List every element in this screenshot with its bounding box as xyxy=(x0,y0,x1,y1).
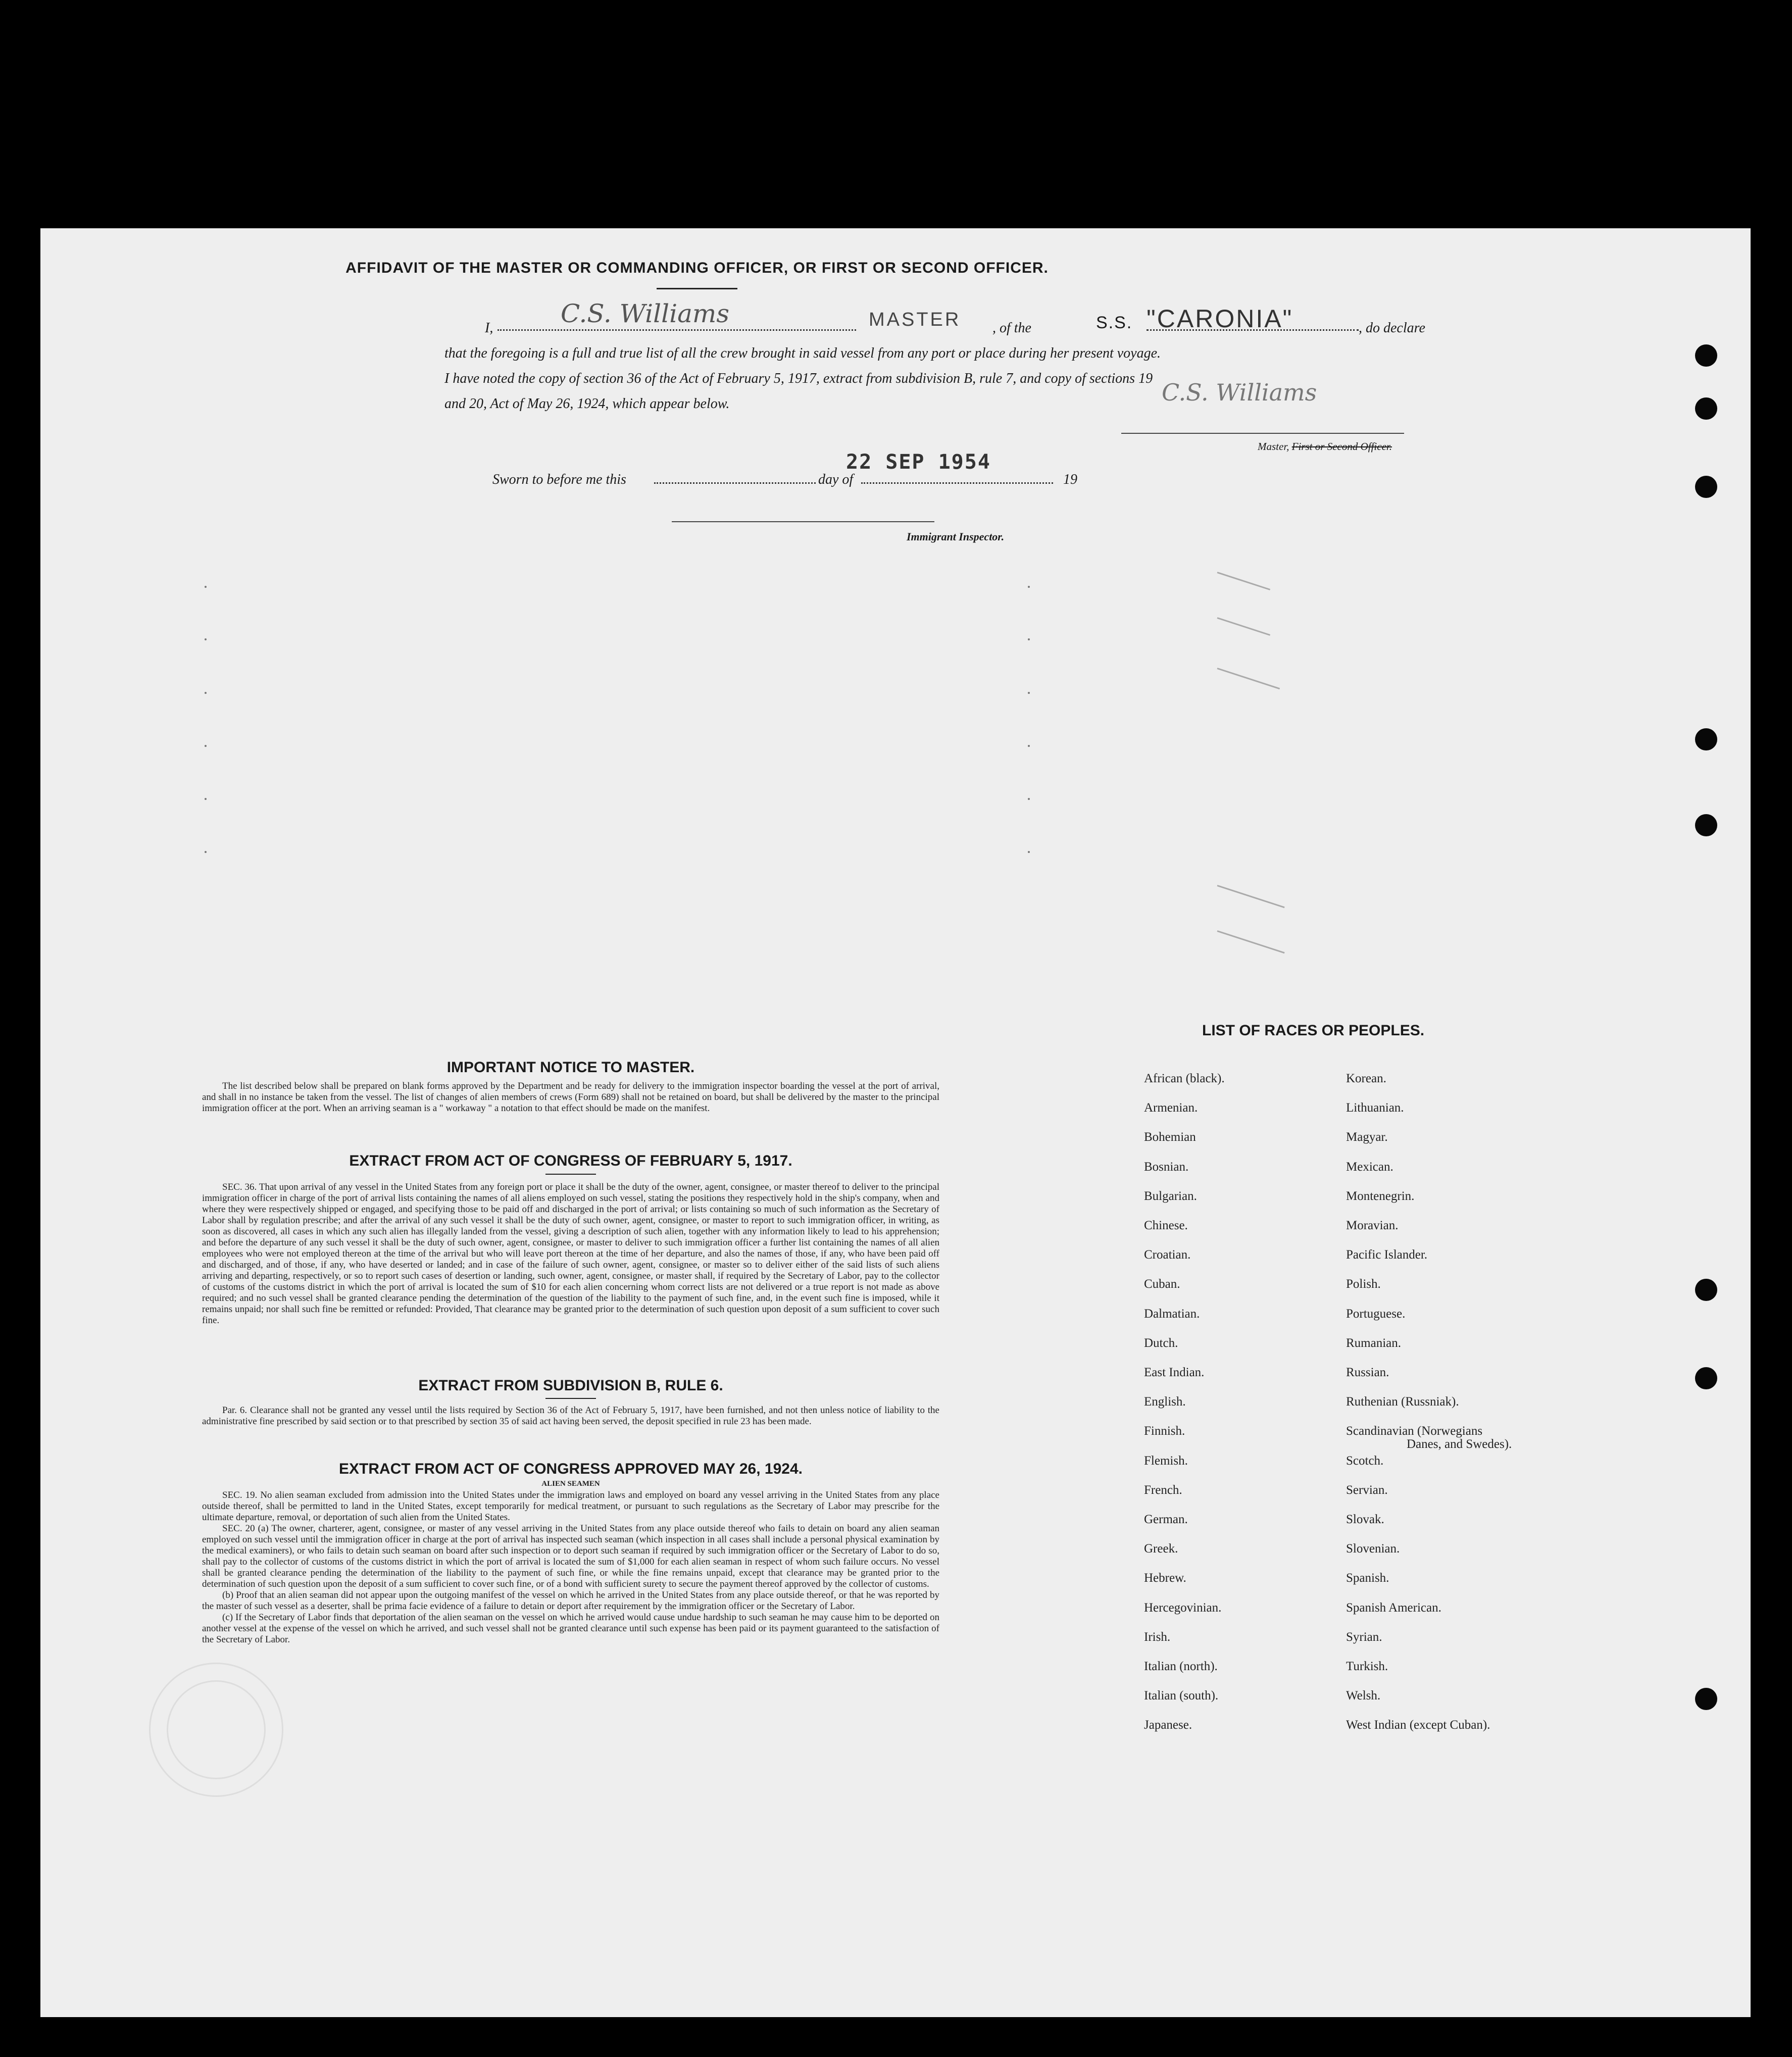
race-item: Cuban. xyxy=(1144,1277,1180,1291)
sworn-day-line xyxy=(654,482,816,484)
race-item: Armenian. xyxy=(1144,1101,1198,1115)
race-item: Croatian. xyxy=(1144,1248,1191,1262)
sec-20b-text: (b) Proof that an alien seaman did not appear upon the outgoing manifest of the vessel on which he arrived in the United States from any place outside thereof, or that he was reported by the master of such vessel as a deserter, shall be prima facie evidence of a failure to detain or deport after requirement by the immigration officer or the Secretary of Labor. xyxy=(202,1590,939,1612)
race-item: French. xyxy=(1144,1483,1182,1497)
extract-1917-body xyxy=(202,1182,939,1326)
race-item: East Indian. xyxy=(1144,1366,1205,1379)
signature-caption xyxy=(1258,440,1392,453)
faint-mark xyxy=(1028,798,1030,800)
sec-20c-text: (c) If the Secretary of Labor finds that deportation of the alien seaman on the vessel on which he arrived would cause undue hardship to such seaman he may cause him to be deported on another vessel at the expense of the vessel on which he arrived, and such vessel shall not be granted clearance until such expense has been paid or its payment guaranteed to the satisfaction of the Secretary of Labor. xyxy=(202,1612,939,1645)
race-item: Rumanian. xyxy=(1346,1336,1402,1350)
faint-stroke xyxy=(1217,617,1271,636)
race-item: African (black). xyxy=(1144,1072,1225,1085)
rank: MASTER xyxy=(869,309,961,330)
punch-hole xyxy=(1695,814,1717,836)
race-item: Slovak. xyxy=(1346,1513,1384,1526)
punch-hole xyxy=(1695,728,1717,750)
race-item: Hebrew. xyxy=(1144,1571,1186,1585)
par-6-text: Par. 6. Clearance shall not be granted any vessel until the lists required by Section 36 of the Act of February 5, 1917, have been furnished, and not then unless notice of liability to the administrative fine prescribed by said section or to that prescribed by section 35 of said act having been served, the deposit specified in rule 23 has been made. xyxy=(202,1405,939,1427)
year-prefix: 19 xyxy=(1063,472,1077,487)
affidavit-line-2: I have noted the copy of section 36 of the Act of February 5, 1917, extract from subdivision B, rule 7, and copy of sections 19 xyxy=(444,371,1153,386)
alien-seamen-subtitle: ALIEN SEAMEN xyxy=(541,1480,600,1488)
race-item: Russian. xyxy=(1346,1366,1389,1379)
faint-mark xyxy=(1028,692,1030,694)
race-item: Bosnian. xyxy=(1144,1160,1189,1174)
declare-text: , do declare xyxy=(1359,320,1425,336)
race-item: Dalmatian. xyxy=(1144,1307,1200,1321)
race-item: Syrian. xyxy=(1346,1630,1382,1644)
punch-hole xyxy=(1695,344,1717,367)
race-item: Irish. xyxy=(1144,1630,1171,1644)
race-item: Finnish. xyxy=(1144,1424,1185,1438)
race-item: Scandinavian (Norwegians xyxy=(1346,1424,1483,1438)
race-item: German. xyxy=(1144,1513,1188,1526)
race-item: Hercegovinian. xyxy=(1144,1600,1222,1615)
faint-mark xyxy=(205,798,207,800)
divider xyxy=(657,288,737,289)
notice-body xyxy=(202,1081,939,1114)
faint-mark xyxy=(205,586,207,588)
race-item: West Indian (except Cuban). xyxy=(1346,1718,1490,1732)
race-item: Japanese. xyxy=(1144,1718,1192,1732)
faint-stroke xyxy=(1217,885,1285,908)
sworn-text: Sworn to before me this xyxy=(492,472,626,487)
vessel-name: "CARONIA" xyxy=(1147,305,1293,333)
faint-mark xyxy=(205,745,207,747)
race-item: Flemish. xyxy=(1144,1453,1188,1468)
races-title: LIST OF RACES OR PEOPLES. xyxy=(1202,1022,1425,1039)
day-of-text: day of xyxy=(818,472,854,487)
punch-hole xyxy=(1695,476,1717,498)
subdivision-body xyxy=(202,1405,939,1427)
race-item: Lithuanian. xyxy=(1346,1101,1404,1115)
race-item: Turkish. xyxy=(1346,1660,1388,1673)
race-scandinavian-continued: Danes, and Swedes). xyxy=(1407,1437,1512,1451)
faint-stroke xyxy=(1217,668,1280,689)
race-item: Chinese. xyxy=(1144,1219,1188,1232)
of-the-text: , of the xyxy=(992,320,1031,336)
punch-hole xyxy=(1695,1367,1717,1389)
race-item: Slovenian. xyxy=(1346,1542,1400,1556)
faint-stroke xyxy=(1217,930,1285,954)
race-item: Bulgarian. xyxy=(1144,1189,1197,1203)
faint-stroke xyxy=(1217,572,1271,590)
race-item: Italian (south). xyxy=(1144,1689,1219,1703)
affidavit-prefix: I, xyxy=(485,320,493,336)
race-item: Welsh. xyxy=(1346,1689,1381,1703)
race-item: Italian (north). xyxy=(1144,1660,1218,1673)
vessel-prefix: S.S. xyxy=(1096,313,1133,332)
affidavit-line-1: that the foregoing is a full and true list of all the crew brought in said vessel from any port or place during her present voyage. xyxy=(444,345,1161,361)
caption-master: Master, xyxy=(1258,440,1292,453)
extract-1917-title: EXTRACT FROM ACT OF CONGRESS OF FEBRUARY 5, 1917. xyxy=(349,1152,792,1169)
sec-20a-text: SEC. 20 (a) The owner, charterer, agent, consignee, or master of any vessel arriving in the United States from any place outside thereof who fails to detain on board any alien seaman employed on such vessel until the immigration officer in charge at the port of arrival has inspected such seaman (which inspection in all cases shall include a personal physical examination by the medical examiners), or who fails to detain such seaman on board after such inspection or to deport such seaman if required by such immigration officer or the Secretary of Labor to do so, shall pay to the collector of customs of the customs district in which the port of arrival is located the sum of $1,000 for each alien seaman in respect of whom such failure occurs. No vessel shall be granted clearance pending the determination of the liability to the payment of such fine, or while the fine remains unpaid, except that clearance may be granted prior to the determination of such question upon the deposit of a sum sufficient to cover such fine, or of a bond with sufficient surety to secure the payment thereof approved by the collector of customs. xyxy=(202,1523,939,1589)
divider xyxy=(545,1174,596,1175)
extract-1924-body xyxy=(202,1490,939,1645)
race-item: Spanish. xyxy=(1346,1571,1389,1585)
faint-mark xyxy=(1028,638,1030,640)
race-item: Moravian. xyxy=(1346,1219,1399,1232)
notice-text: The list described below shall be prepared on blank forms approved by the Department and be ready for delivery to the immigration inspector boarding the vessel at the port of arrival, and shall in no instance be taken from the vessel. The list of changes of alien members of crews (Form 689) shall not be retained on board, but shall be delivered by the master to the principal immigration officer at the port. When an arriving seaman is a " workaway " a notation to that effect should be made on the manifest. xyxy=(202,1081,939,1114)
manifest-page xyxy=(40,228,1751,2017)
subdivision-title: EXTRACT FROM SUBDIVISION B, RULE 6. xyxy=(418,1377,723,1394)
sec-19-text: SEC. 19. No alien seaman excluded from admission into the United States under the immigration laws and employed on board any vessel arriving in the United States from any place outside thereof, shall be permitted to land in the United States, except temporarily for medical treatment, or pursuant to such regulations as the Secretary of Labor may prescribe for the ultimate departure, removal, or deportation of such alien from the United States. xyxy=(202,1490,939,1523)
race-item: Mexican. xyxy=(1346,1160,1393,1174)
race-item: Korean. xyxy=(1346,1072,1386,1085)
inspector-caption: Immigrant Inspector. xyxy=(907,530,1005,543)
punch-hole xyxy=(1695,1688,1717,1710)
divider xyxy=(545,1398,596,1399)
date-stamp: 22 SEP 1954 xyxy=(846,450,991,474)
faint-mark xyxy=(205,692,207,694)
faint-mark xyxy=(1028,745,1030,747)
race-item: Bohemian xyxy=(1144,1130,1196,1144)
race-item: Dutch. xyxy=(1144,1336,1178,1350)
faint-mark xyxy=(205,638,207,640)
race-item: Pacific Islander. xyxy=(1346,1248,1428,1262)
sworn-month-line xyxy=(861,482,1053,484)
race-item: Montenegrin. xyxy=(1346,1189,1415,1203)
race-item: Polish. xyxy=(1346,1277,1381,1291)
vessel-line xyxy=(1147,329,1359,331)
sec-36-text: SEC. 36. That upon arrival of any vessel in the United States from any foreign port or place it shall be the duty of the owner, agent, consignee, or master thereof to deliver to the principal immigration officer in charge of the port of arrival lists containing the names of all aliens employed on such vessel, stating the positions they respectively hold in the ship's company, when and where they were respectively shipped or engaged, and specifying those to be paid off and discharged in the port of arrival; or lists containing so much of such information as the Secretary of Labor shall by regulation prescribe; and after the arrival of any such vessel it shall be the duty of such owner, agent, consignee, or master to report to such immigration officer, in writing, as soon as discovered, all cases in which any such alien has illegally landed from the vessel, giving a description of such alien, together with any information likely to lead to his apprehension; and before the departure of any such vessel it shall be the duty of such owner, agent, consignee, or master to deliver to such immigration officer a further list containing the names of all alien employees who were not employed thereon at the time of the arrival but who will leave port thereon at the time of her departure, and also the names of those, if any, who have been paid off and discharged, and of those, if any, who have deserted or landed; and in case of the failure of such owner, agent, consignee, or master so to deliver either of the said lists of such aliens arriving and departing, respectively, or so to report such cases of desertion or landing, such owner, agent, consignee, or master shall, if required by the Secretary of Labor, pay to the collector of customs of the customs district in which the port of arrival is located the sum of $10 for each alien concerning whom correct lists are not delivered or a true report is not made as above required; and no such vessel shall be granted clearance pending the determination of the question of the liability to the payment of such fine, and, in the event such fine is imposed, while it remains unpaid; nor shall such fine be remitted or refunded: Provided, That clearance may be granted prior to the determination of such question upon deposit of a sum sufficient to cover such fine. xyxy=(202,1182,939,1326)
punch-hole xyxy=(1695,1279,1717,1301)
affidavit-line-3: and 20, Act of May 26, 1924, which appear below. xyxy=(444,396,730,412)
race-item: Servian. xyxy=(1346,1483,1388,1497)
affidavit-title: AFFIDAVIT OF THE MASTER OR COMMANDING OFFICER, OR FIRST OR SECOND OFFICER. xyxy=(345,260,1049,276)
faint-mark xyxy=(1028,586,1030,588)
race-item: Magyar. xyxy=(1346,1130,1388,1144)
inspector-line xyxy=(672,521,934,522)
punch-hole xyxy=(1695,397,1717,420)
signature-line xyxy=(1121,433,1404,434)
race-item: Ruthenian (Russniak). xyxy=(1346,1395,1459,1409)
notice-title: IMPORTANT NOTICE TO MASTER. xyxy=(446,1059,695,1076)
embossed-seal-inner xyxy=(167,1680,266,1779)
name-line xyxy=(497,329,856,331)
faint-mark xyxy=(205,851,207,853)
race-item: Greek. xyxy=(1144,1542,1178,1556)
caption-struck-officer: First or Second Officer. xyxy=(1291,440,1392,453)
extract-1924-title: EXTRACT FROM ACT OF CONGRESS APPROVED MAY 26, 1924. xyxy=(339,1461,803,1477)
race-item: Spanish American. xyxy=(1346,1600,1441,1615)
race-item: English. xyxy=(1144,1395,1186,1409)
signatory-name: C.S. Williams xyxy=(561,299,729,328)
race-item: Scotch. xyxy=(1346,1453,1384,1468)
race-item: Portuguese. xyxy=(1346,1307,1406,1321)
master-signature: C.S. Williams xyxy=(1162,379,1317,406)
faint-mark xyxy=(1028,851,1030,853)
